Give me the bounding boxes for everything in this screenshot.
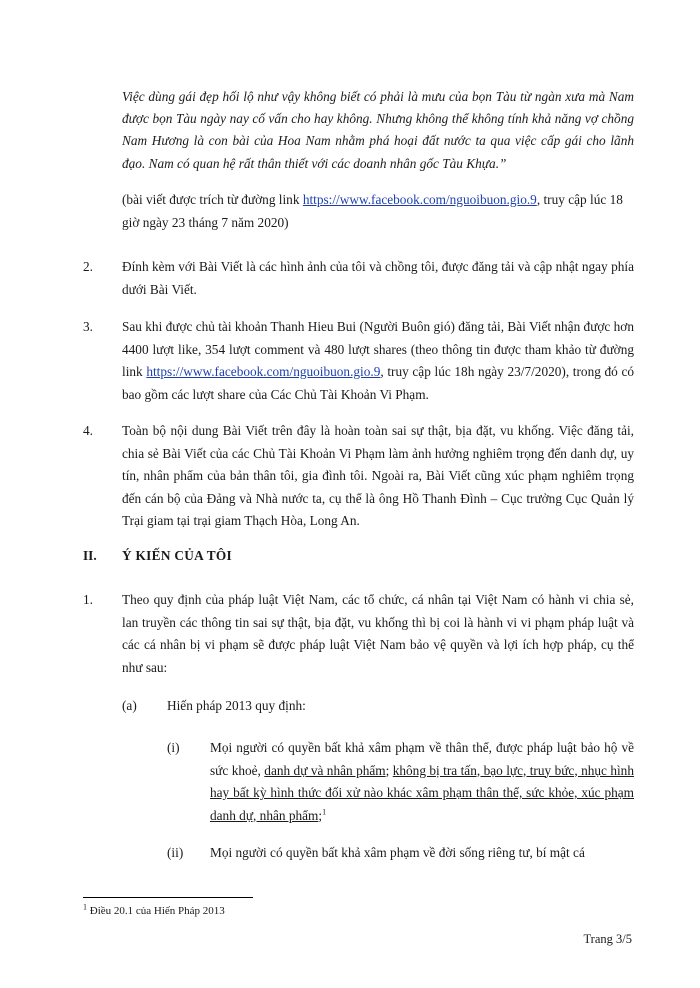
- item-number: 2.: [83, 259, 93, 274]
- item-number: 3.: [83, 319, 93, 334]
- footnote-mark: 1: [83, 902, 87, 912]
- source-link[interactable]: https://www.facebook.com/nguoibuon.gio.9: [302, 192, 537, 207]
- sub-item-number: (i): [167, 740, 180, 755]
- quoted-article-excerpt: Việc dùng gái đẹp hối lộ như vậy không biết có phải là mưu của bọn Tàu từ ngàn xưa mà Nam được bọn Tàu ngày nay cố vấn cho hay không. Nhưng không thể không tính khả năng vợ chồng Nam Hương là con bài của Hoa Nam nhằm phá hoại đất nước ta qua việc cấp gái cho lãnh đạo. Nam có quan hệ rất thân thiết với các doanh nhân gốc Tàu Khựa.”: [122, 89, 634, 171]
- item-number: 4.: [83, 423, 93, 438]
- source-prefix: (bài viết được trích từ đường link: [122, 192, 303, 207]
- item-number: 1.: [83, 592, 93, 607]
- sub-item-number: (ii): [167, 845, 184, 860]
- item-text: Toàn bộ nội dung Bài Viết trên đây là hoàn toàn sai sự thật, bịa đặt, vu khống. Việc đăng tải, chia sẻ Bài Viết của các Chủ Tài Khoản Vi Phạm làm ảnh hưởng nghiêm trọng đến danh dự, uy tín, nhân phẩm của bản thân tôi, gia đình tôi. Ngoài ra, Bài Viết cũng xúc phạm nghiêm trọng đến cán bộ của Đảng và Nhà nước ta, cụ thể là ông Hồ Thanh Đình – Cục trưởng Cục Quản lý Trại giam tại trại giam Thạch Hòa, Long An.: [122, 423, 634, 528]
- sub-item-number: (a): [122, 698, 137, 713]
- underlined-dignity: danh dự và nhân phẩm: [264, 762, 386, 778]
- item-text: [122, 316, 634, 406]
- sub-item-text: Hiến pháp 2013 quy định:: [167, 698, 306, 713]
- item-text-part1: Sau khi được chủ tài khoản Thanh Hieu Bui (Người Buôn gió) đăng tải, Bài Viết nhận được hơn 4400 lượt like, 354 lượt comment và 480 lượt shares (theo thông tin được tham khảo từ đường link: [122, 319, 634, 379]
- source-citation: [122, 188, 634, 234]
- facebook-link[interactable]: https://www.facebook.com/nguoibuon.gio.9: [146, 364, 381, 379]
- source-suffix: , truy cập lúc 18 giờ ngày 23 tháng 7 năm 2020): [122, 192, 623, 230]
- section-number: II.: [83, 548, 97, 563]
- footnote-reference[interactable]: 1: [322, 807, 327, 817]
- footnote: [83, 904, 225, 918]
- end-punct: ;: [318, 807, 323, 823]
- item-text: Đính kèm với Bài Viết là các hình ảnh của tôi và chồng tôi, được đăng tải và cập nhật ngay phía dưới Bài Viết.: [122, 259, 634, 297]
- section-title: Ý KIẾN CỦA TÔI: [122, 548, 232, 563]
- item-text-part2: , truy cập lúc 18h ngày 23/7/2020), trong đó có bao gồm các lượt share của Các Chủ Tài Khoản Vi Phạm.: [122, 364, 635, 402]
- page-number: Trang 3/5: [583, 932, 632, 946]
- sub-item-text: Mọi người có quyền bất khả xâm phạm về đời sống riêng tư, bí mật cá: [210, 845, 585, 860]
- footnote-text: Điều 20.1 của Hiến Pháp 2013: [87, 905, 225, 917]
- separator: ;: [385, 762, 393, 778]
- footnote-divider: [83, 897, 253, 898]
- underlined-no-torture: không bị tra tấn, bạo lực, truy bức, nhục hình hay bất kỳ hình thức đối xử nào khác xâm phạm thân thể, sức khỏe, xúc phạm danh dự, nhân phẩm: [210, 762, 634, 823]
- item-text: Theo quy định của pháp luật Việt Nam, các tổ chức, cá nhân tại Việt Nam có hành vi chia sẻ, lan truyền các thông tin sai sự thật, bịa đặt, vu khống thì bị coi là hành vi vi phạm pháp luật và các cá nhân bị vi phạm sẽ được pháp luật Việt Nam bảo vệ quyền và lợi ích hợp pháp, cụ thể như sau:: [122, 592, 634, 675]
- sub-item-text: [210, 737, 634, 827]
- text-plain: Mọi người có quyền bất khả xâm phạm về thân thể, được pháp luật bảo hộ về sức khoẻ,: [210, 740, 634, 778]
